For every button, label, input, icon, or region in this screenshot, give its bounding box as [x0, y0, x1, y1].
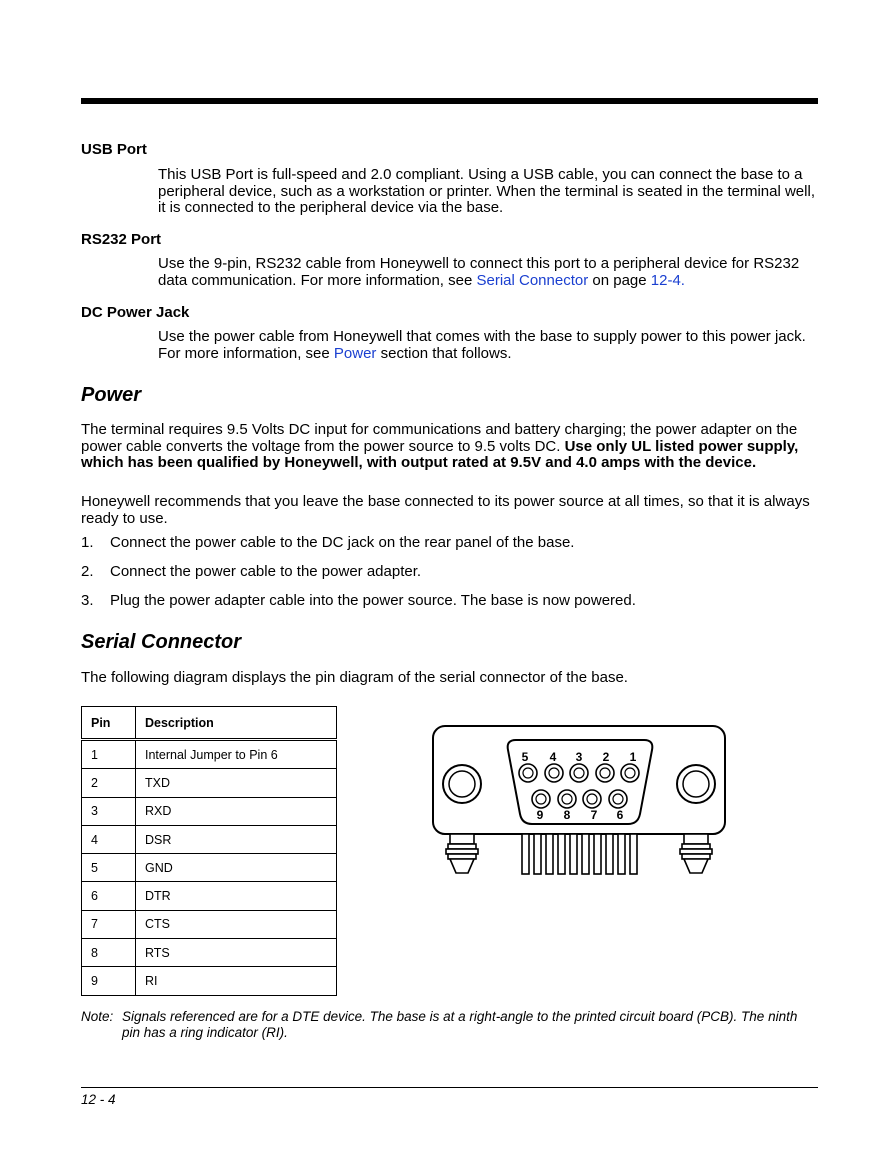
table-row [82, 910, 337, 938]
right-standoff [680, 834, 712, 873]
step-1-text: Connect the power cable to the DC jack on the rear panel of the base. [110, 534, 575, 551]
note-text: Signals referenced are for a DTE device. The base is at a right-angle to the printed circuit board (PCB). The ninth pin has a ring indicator (RI). [122, 1009, 798, 1040]
pin-table [81, 706, 337, 996]
power-paragraph-2: Honeywell recommends that you leave the base connected to its power source at all times, so that it is always ready to use. [81, 493, 810, 527]
table-row [82, 882, 337, 910]
page-number: 12 - 4 [81, 1092, 116, 1107]
table-row [82, 769, 337, 797]
pin-1 [621, 764, 639, 782]
pin-cell: 4 [82, 825, 136, 853]
rs232-text-mid: on page [588, 271, 651, 289]
pin-cell: 6 [82, 882, 136, 910]
step-3-number: 3. [81, 592, 94, 609]
step-1-number: 1. [81, 534, 94, 551]
step-1 [81, 534, 574, 551]
pin-label-5: 5 [521, 750, 529, 764]
dc-power-jack-text [158, 329, 818, 362]
description-cell: CTS [136, 910, 337, 938]
dc-text-after: section that follows. [376, 344, 512, 362]
description-cell: RXD [136, 797, 337, 825]
pin-cell: 2 [82, 769, 136, 797]
description-cell: DTR [136, 882, 337, 910]
table-row [82, 825, 337, 853]
description-cell: TXD [136, 769, 337, 797]
note [81, 1009, 818, 1041]
pin-label-7: 7 [590, 808, 598, 822]
usb-port-heading: USB Port [81, 141, 147, 158]
step-3 [81, 592, 636, 609]
description-cell: Internal Jumper to Pin 6 [136, 740, 337, 769]
description-column-header: Description [136, 707, 337, 740]
description-cell: RTS [136, 939, 337, 967]
pin-table-header [82, 707, 337, 740]
solder-pins [522, 834, 637, 874]
rs232-port-heading: RS232 Port [81, 231, 162, 248]
pin-label-8: 8 [563, 808, 571, 822]
pin-4 [545, 764, 563, 782]
description-cell: GND [136, 854, 337, 882]
page-12-4-link[interactable]: 12-4. [650, 271, 685, 289]
pin-cell: 1 [82, 740, 136, 769]
pin-label-3: 3 [575, 750, 583, 764]
power-para1-normal: The terminal requires 9.5 Volts DC input for communications and battery charging; the power adapter on the power cable converts the voltage from the power source to 9.5 volts DC. [81, 421, 798, 455]
bottom-rule [81, 1087, 818, 1088]
pin-label-6: 6 [616, 808, 624, 822]
dc-text-before: Use the power cable from Honeywell that comes with the base to supply power to this power jack. For more information, see [158, 328, 806, 362]
dc-power-jack-heading: DC Power Jack [81, 304, 190, 321]
right-mounting-hole [677, 765, 715, 803]
pin-5 [519, 764, 537, 782]
power-paragraph-1 [81, 422, 818, 472]
table-row [82, 939, 337, 967]
table-row [82, 740, 337, 769]
table-row [82, 797, 337, 825]
pin-label-9: 9 [536, 808, 544, 822]
step-3-text: Plug the power adapter cable into the power source. The base is now powered. [110, 592, 636, 609]
pin-label-1: 1 [629, 750, 637, 764]
pin-3 [570, 764, 588, 782]
pin-cell: 8 [82, 939, 136, 967]
pin-cell: 3 [82, 797, 136, 825]
serial-connector-link[interactable]: Serial Connector [476, 271, 589, 289]
note-label: Note: [81, 1009, 114, 1024]
table-row [82, 854, 337, 882]
pin-column-header: Pin [82, 707, 136, 740]
pin-label-2: 2 [602, 750, 610, 764]
pin-9 [532, 790, 550, 808]
step-2-text: Connect the power cable to the power adapter. [110, 563, 422, 580]
pin-6 [609, 790, 627, 808]
pin-cell: 7 [82, 910, 136, 938]
serial-connector-heading: Serial Connector [81, 631, 242, 653]
left-mounting-hole [443, 765, 481, 803]
step-2-number: 2. [81, 563, 94, 580]
pin-7 [583, 790, 601, 808]
description-cell: DSR [136, 825, 337, 853]
usb-port-text: This USB Port is full-speed and 2.0 compliant. Using a USB cable, you can connect the base to a peripheral device, such as a workstation or printer. When the terminal is seated in the terminal well, it is connected to the peripheral device via the base. [158, 166, 815, 216]
pin-8 [558, 790, 576, 808]
pin-cell: 5 [82, 854, 136, 882]
table-row [82, 967, 337, 995]
pin-label-4: 4 [549, 750, 557, 764]
power-heading: Power [81, 384, 142, 406]
description-cell: RI [136, 967, 337, 995]
pin-2 [596, 764, 614, 782]
serial-connector-intro: The following diagram displays the pin diagram of the serial connector of the base. [81, 669, 628, 686]
power-link[interactable]: Power [333, 344, 377, 362]
left-standoff [446, 834, 478, 873]
power-para1-bold: Use only UL listed power supply, which has been qualified by Honeywell, with output rated at 9.5V and 4.0 amps with the device. [81, 437, 799, 471]
step-2 [81, 563, 421, 580]
db9-connector-diagram [428, 722, 730, 882]
top-rule [81, 98, 818, 104]
rs232-text-before: Use the 9-pin, RS232 cable from Honeywell to connect this port to a peripheral device for RS232 data communication. For more information, see [158, 255, 800, 289]
pin-cell: 9 [82, 967, 136, 995]
rs232-port-text [158, 256, 818, 289]
